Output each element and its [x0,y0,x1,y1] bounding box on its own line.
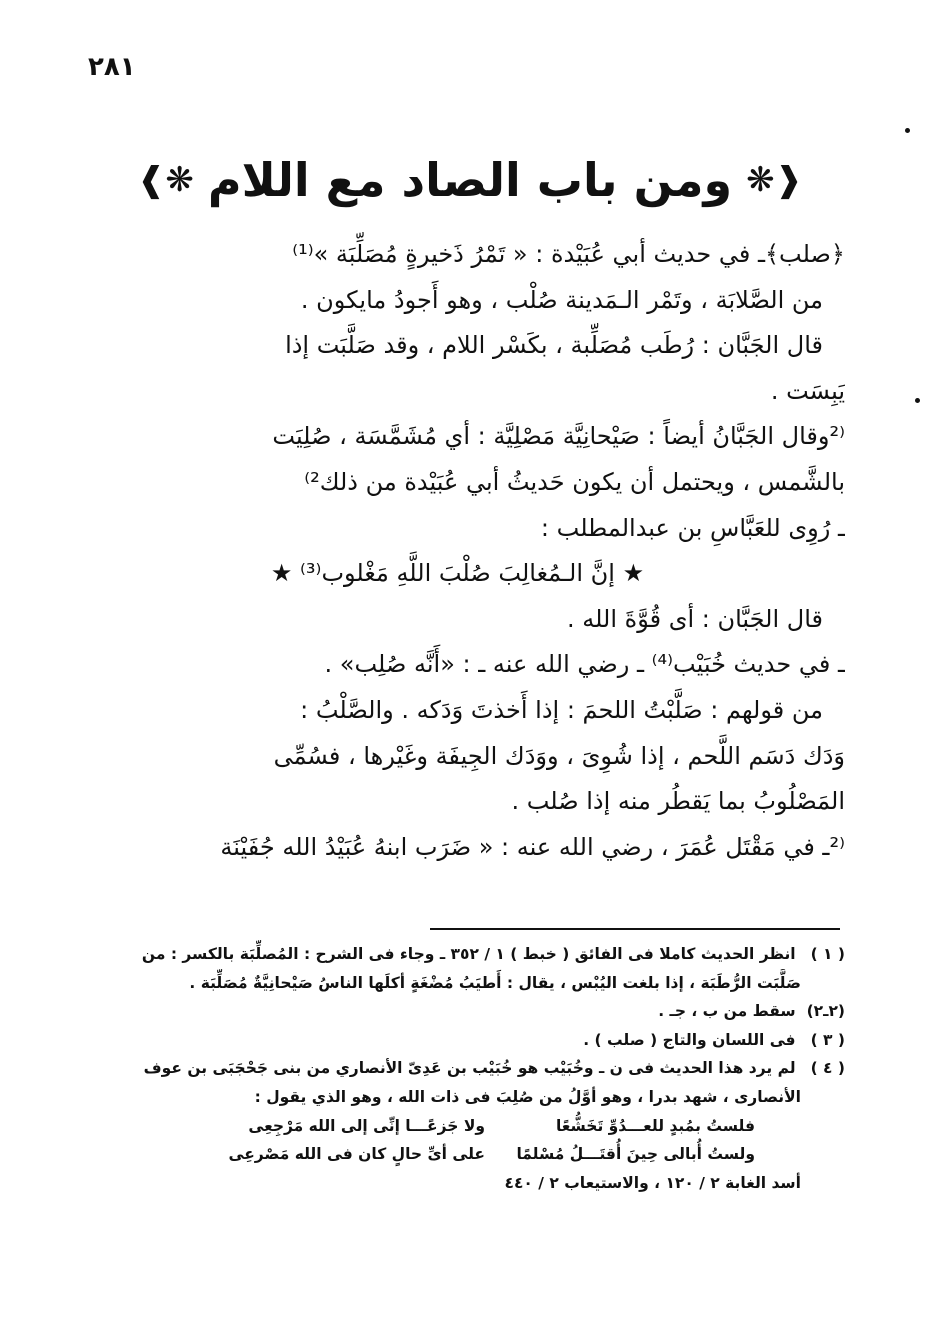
footnote [75,940,845,969]
footnote-number: ( ١ ) [810,945,845,963]
footnote [75,997,845,1026]
text-line: ⁽²ـ في مَقْتَل عُمَرَ ، رضي الله عنه : « ضَرَب ابنهُ عُبَيْدُ الله جُفَيْنَة [220,832,845,861]
text-line: ﴿صلب﴾ـ في حديث أبي عُبَيْدة : « تَمْرُ ذَخيرةٍ مُصَلِّبَة »⁽¹⁾ [292,240,845,268]
decorative-bracket-icon: ❰❋ [746,160,804,200]
footnote-source: أسد الغابة ٢ / ١٢٠ ، والاستيعاب ٢ / ٤٤٠ [504,1173,801,1192]
footnote [75,1026,845,1055]
verse-second-half: على أىِّ حالٍ كان فى الله مَصْرعِى [228,1145,485,1164]
decorative-bracket-icon: ❋❱ [136,160,194,200]
footnotes [75,940,845,1197]
footnote-number: ( ٣ ) [810,1030,845,1049]
chapter-title-text: ومن باب الصاد مع اللام [207,153,733,207]
footnote-text: انظر الحديث كاملا فى الفائق ( خبط ) ١ / ٣٥٢ ـ وجاء فى الشرح : المُصلِّبَة بالكسر : من [141,945,796,963]
footnote-text: الأنصارى ، شهد بدرا ، وهو أوَّلُ من صُلِبَ فى ذات الله ، وهو الذي يقول : [254,1087,801,1106]
page-number: ٢٨١ [88,52,136,82]
verse-line: ★ إنَّ الـمُغالِبَ صُلْبَ اللَّهِ مَغْلوب⁽³⁾ ★ [270,559,645,588]
text-line: بالشَّمس ، ويحتمل أن يكون حَديثُ أبي عُبَيْدة من ذلك²⁾ [304,467,845,496]
footnote-number: (٢ـ٢) [806,1002,845,1021]
poem-verse [75,1112,845,1141]
footnote-text: لم يرد هذا الحديث فى ن ـ وخُبَيْب هو خُبَيْب بن عَدِىّ الأنصاري من بنى جَحْجَبَى بن عوف [143,1059,796,1078]
text-line: من الصَّلابَة ، وتَمْر الـمَدينة صُلْب ، وهو أَجودُ مايكون . [300,285,823,314]
text-line: ـ في حديث خُبَيْب⁽⁴⁾ ـ رضي الله عنه ـ : «أَنَّه صُلِب» . [324,650,845,679]
text-line: ـ رُوِى للعَبَّاسِ بن عبدالمطلب : [540,513,845,542]
text-line: ⁽²وقال الجَبَّانُ أيضاً : صَيْحانِيَّة مَصْلِيَّة : أي مُشَمَّسَة ، صُلِيَت [272,422,845,451]
text-line: يَبِسَت . [770,376,845,405]
footnote-text: سقط من ب ، جـ . [658,1002,796,1021]
verse-second-half: ولا جَزعًـــا إنِّى إلى الله مَرْجِعِى [248,1116,485,1135]
text-line: المَصْلُوبُ بما يَقطُر منه إذا صُلب . [511,787,845,816]
poem-verse [75,1140,845,1169]
footnote-divider [430,928,840,930]
footnote-text: صَلَّبَت الرُّطَبَة ، إذا بلغت اليُبْس ، يقال : أَطيَبُ مُضْغَةٍ أكلَها الناسُ صَيْحانِيَّةٌ مُصَلِّبَة . [189,973,801,992]
text-line: من قولهم : صَلَّبْتُ اللحمَ : إذا أَخذتَ وَدَكه . والصَّلْبُ : [300,695,823,724]
footnote-text: فى اللسان والتاج ( صلب ) . [583,1030,796,1049]
margin-dot [905,128,910,133]
footnote-number: ( ٤ ) [810,1059,845,1078]
verse-first-half: فلستُ بمُبدٍ للعـــدُوِّ تَخَشُّعًا [555,1116,755,1135]
footnote [75,1054,845,1083]
main-text [70,232,845,870]
margin-dot [915,398,920,403]
chapter-title [136,140,804,220]
text-line: قال الجَبَّان : رُطَب مُصَلِّبة ، بكَسْر اللام ، وقد صَلَّبَت إذا [285,331,823,360]
verse-first-half: ولستُ أُبالى حِينَ أُقتَـــلُ مُسْلمًا [516,1145,755,1164]
text-line: وَدَك دَسَم اللَّحم ، إذا شُوِىَ ، ووَدَك الجِيفَة وغَيْرها ، فسُمِّى [273,741,845,770]
text-line: قال الجَبَّان : أى قُوَّةَ الله . [566,604,823,633]
